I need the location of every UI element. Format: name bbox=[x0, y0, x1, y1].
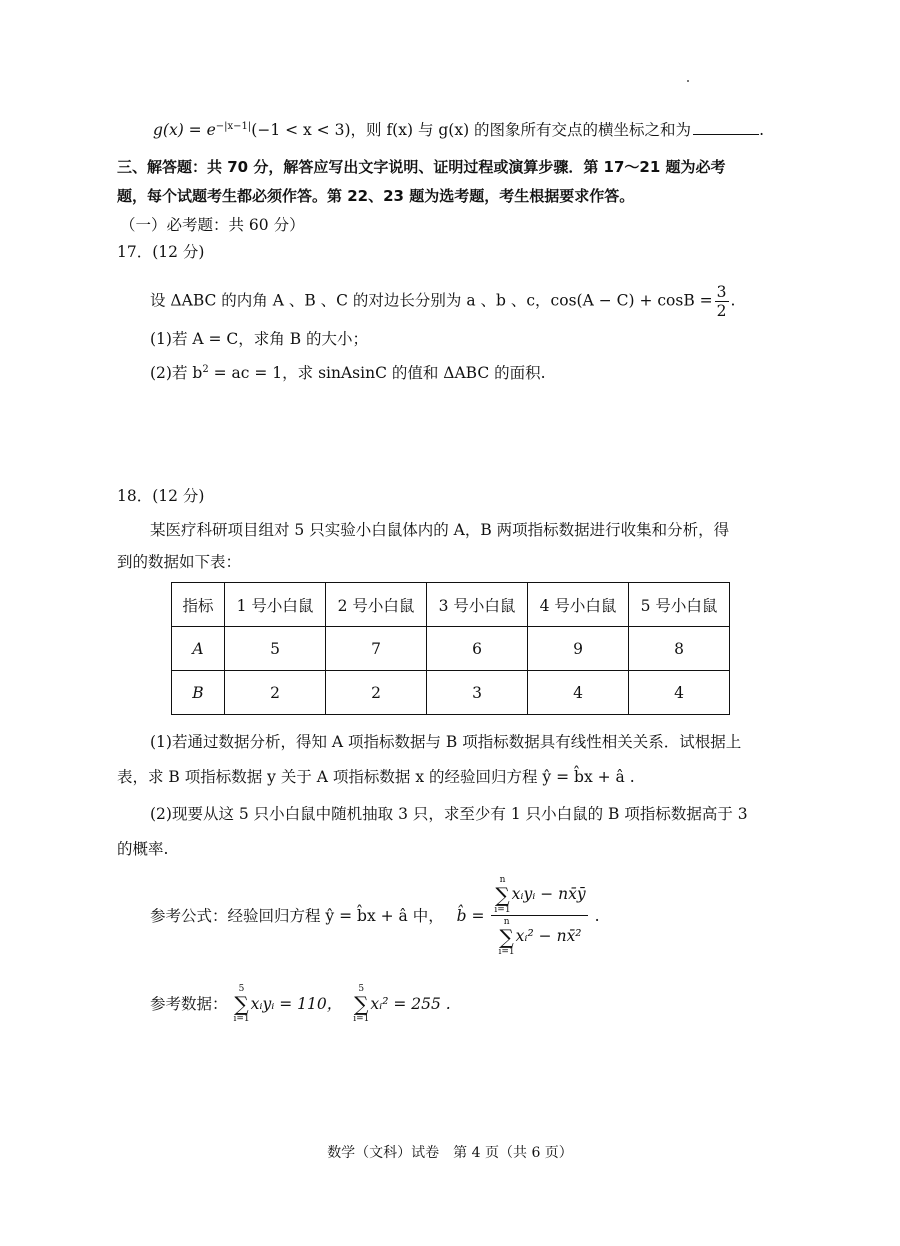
formula-numerator bbox=[491, 874, 587, 916]
table-header-cell: 1 号小白鼠 bbox=[225, 583, 326, 627]
table-row bbox=[172, 627, 730, 671]
answer-blank[interactable] bbox=[693, 119, 759, 135]
sum-lower: i=1 bbox=[494, 905, 511, 915]
table-header-cell: 4 号小白鼠 bbox=[528, 583, 629, 627]
table-cell: 3 bbox=[427, 671, 528, 715]
formula-lhs: b̂ = bbox=[456, 906, 485, 925]
sum-lower: i=1 bbox=[498, 947, 515, 957]
table-cell: 7 bbox=[326, 627, 427, 671]
q18-part2-line2: 的概率. bbox=[117, 840, 169, 858]
data-label: 参考数据： bbox=[150, 995, 228, 1013]
q17-stem-text: 设 ΔABC 的内角 A 、B 、C 的对边长分别为 a 、b 、c，cos(A − C) + cosB = bbox=[150, 291, 713, 310]
q18-part1-line1: (1)若通过数据分析，得知 A 项指标数据与 B 项指标数据具有线性相关关系．试根据上 bbox=[150, 733, 742, 751]
q17-part2-post: = ac = 1，求 sinAsinC 的值和 ΔABC 的面积. bbox=[208, 364, 546, 382]
table-header-row bbox=[172, 583, 730, 627]
table-row bbox=[172, 671, 730, 715]
mouse-data-table bbox=[171, 582, 730, 715]
g-exponent: −|x−1| bbox=[215, 120, 252, 132]
table-cell: 9 bbox=[528, 627, 629, 671]
sigma-symbol: 5 ∑ i=1 bbox=[353, 984, 370, 1024]
data-value-1: xᵢyᵢ = 110， bbox=[250, 995, 343, 1013]
q16-tail-line bbox=[153, 119, 764, 141]
section3-subheading: （一）必考题：共 60 分） bbox=[120, 216, 305, 234]
fraction-numerator: 3 bbox=[716, 283, 727, 301]
section3-line2: 题，每个试题考生都必须作答。第 22、23 题为选考题，考生根据要求作答。 bbox=[117, 187, 635, 205]
table-header-cell: 5 号小白鼠 bbox=[629, 583, 730, 627]
sum-upper: 5 bbox=[238, 984, 245, 994]
formula-label: 参考公式：经验回归方程 ŷ = b̂x + â 中， bbox=[150, 906, 444, 925]
scan-speck bbox=[687, 80, 689, 82]
table-cell: 2 bbox=[225, 671, 326, 715]
q17-stem-end: . bbox=[730, 291, 736, 310]
reference-data bbox=[150, 984, 451, 1028]
table-cell: 5 bbox=[225, 627, 326, 671]
table-cell: 4 bbox=[629, 671, 730, 715]
q17-fraction bbox=[715, 283, 729, 320]
g-domain: (−1 < x < 3) bbox=[251, 121, 351, 139]
sigma-symbol: n ∑ i=1 bbox=[494, 875, 511, 915]
q17-part1: (1)若 A = C，求角 B 的大小； bbox=[150, 330, 369, 348]
g-definition: g(x) = e bbox=[153, 121, 216, 139]
table-header-cell: 2 号小白鼠 bbox=[326, 583, 427, 627]
section3-line1: 三、解答题：共 70 分，解答应写出文字说明、证明过程或演算步骤．第 17～21 题为必考 bbox=[117, 158, 726, 176]
table-cell: 8 bbox=[629, 627, 730, 671]
numerator-expr: xᵢyᵢ − nx̄ȳ bbox=[511, 885, 586, 903]
table-cell: 2 bbox=[326, 671, 427, 715]
data-value-2: xᵢ² = 255 . bbox=[370, 995, 451, 1013]
q16-text: ，则 f(x) 与 g(x) 的图象所有交点的横坐标之和为 bbox=[350, 121, 692, 139]
q18-stem-line2: 到的数据如下表： bbox=[117, 553, 242, 571]
reference-formula bbox=[150, 874, 600, 964]
table-cell: 4 bbox=[528, 671, 629, 715]
q18-stem-line1: 某医疗科研项目组对 5 只实验小白鼠体内的 A，B 两项指标数据进行收集和分析，得 bbox=[150, 521, 730, 539]
formula-denominator bbox=[491, 916, 587, 957]
sigma-symbol: n ∑ i=1 bbox=[498, 917, 515, 957]
table-cell: B bbox=[172, 671, 225, 715]
table-cell: A bbox=[172, 627, 225, 671]
sum-upper: n bbox=[499, 875, 506, 885]
sigma-symbol: 5 ∑ i=1 bbox=[233, 984, 250, 1024]
q17-part2-sup: 2 bbox=[202, 363, 209, 375]
table-header-cell: 3 号小白鼠 bbox=[427, 583, 528, 627]
q18-part1-line2: 表，求 B 项指标数据 y 关于 A 项指标数据 x 的经验回归方程 ŷ = b̂x + â . bbox=[117, 768, 635, 786]
sum-upper: n bbox=[503, 917, 510, 927]
q17-heading: 17．(12 分) bbox=[117, 243, 205, 261]
q18-part2-line1: (2)现要从这 5 只小白鼠中随机抽取 3 只，求至少有 1 只小白鼠的 B 项指标数据高于 3 bbox=[150, 805, 748, 823]
fraction-denominator: 2 bbox=[716, 302, 727, 320]
sum-upper: 5 bbox=[358, 984, 365, 994]
table-header-cell: 指标 bbox=[172, 583, 225, 627]
table-cell: 6 bbox=[427, 627, 528, 671]
q18-heading: 18．(12 分) bbox=[117, 487, 205, 505]
denominator-expr: xᵢ² − nx̄² bbox=[515, 927, 582, 945]
sum-lower: i=1 bbox=[233, 1014, 250, 1024]
q17-part2 bbox=[150, 362, 546, 384]
sum-lower: i=1 bbox=[353, 1014, 370, 1024]
q17-stem bbox=[150, 283, 735, 320]
q17-part2-pre: (2)若 b bbox=[150, 364, 203, 382]
formula-end: . bbox=[594, 906, 600, 925]
formula-fraction bbox=[491, 874, 587, 957]
page-footer: 数学（文科）试卷 第 4 页（共 6 页） bbox=[327, 1145, 573, 1161]
q16-end: . bbox=[759, 121, 764, 139]
